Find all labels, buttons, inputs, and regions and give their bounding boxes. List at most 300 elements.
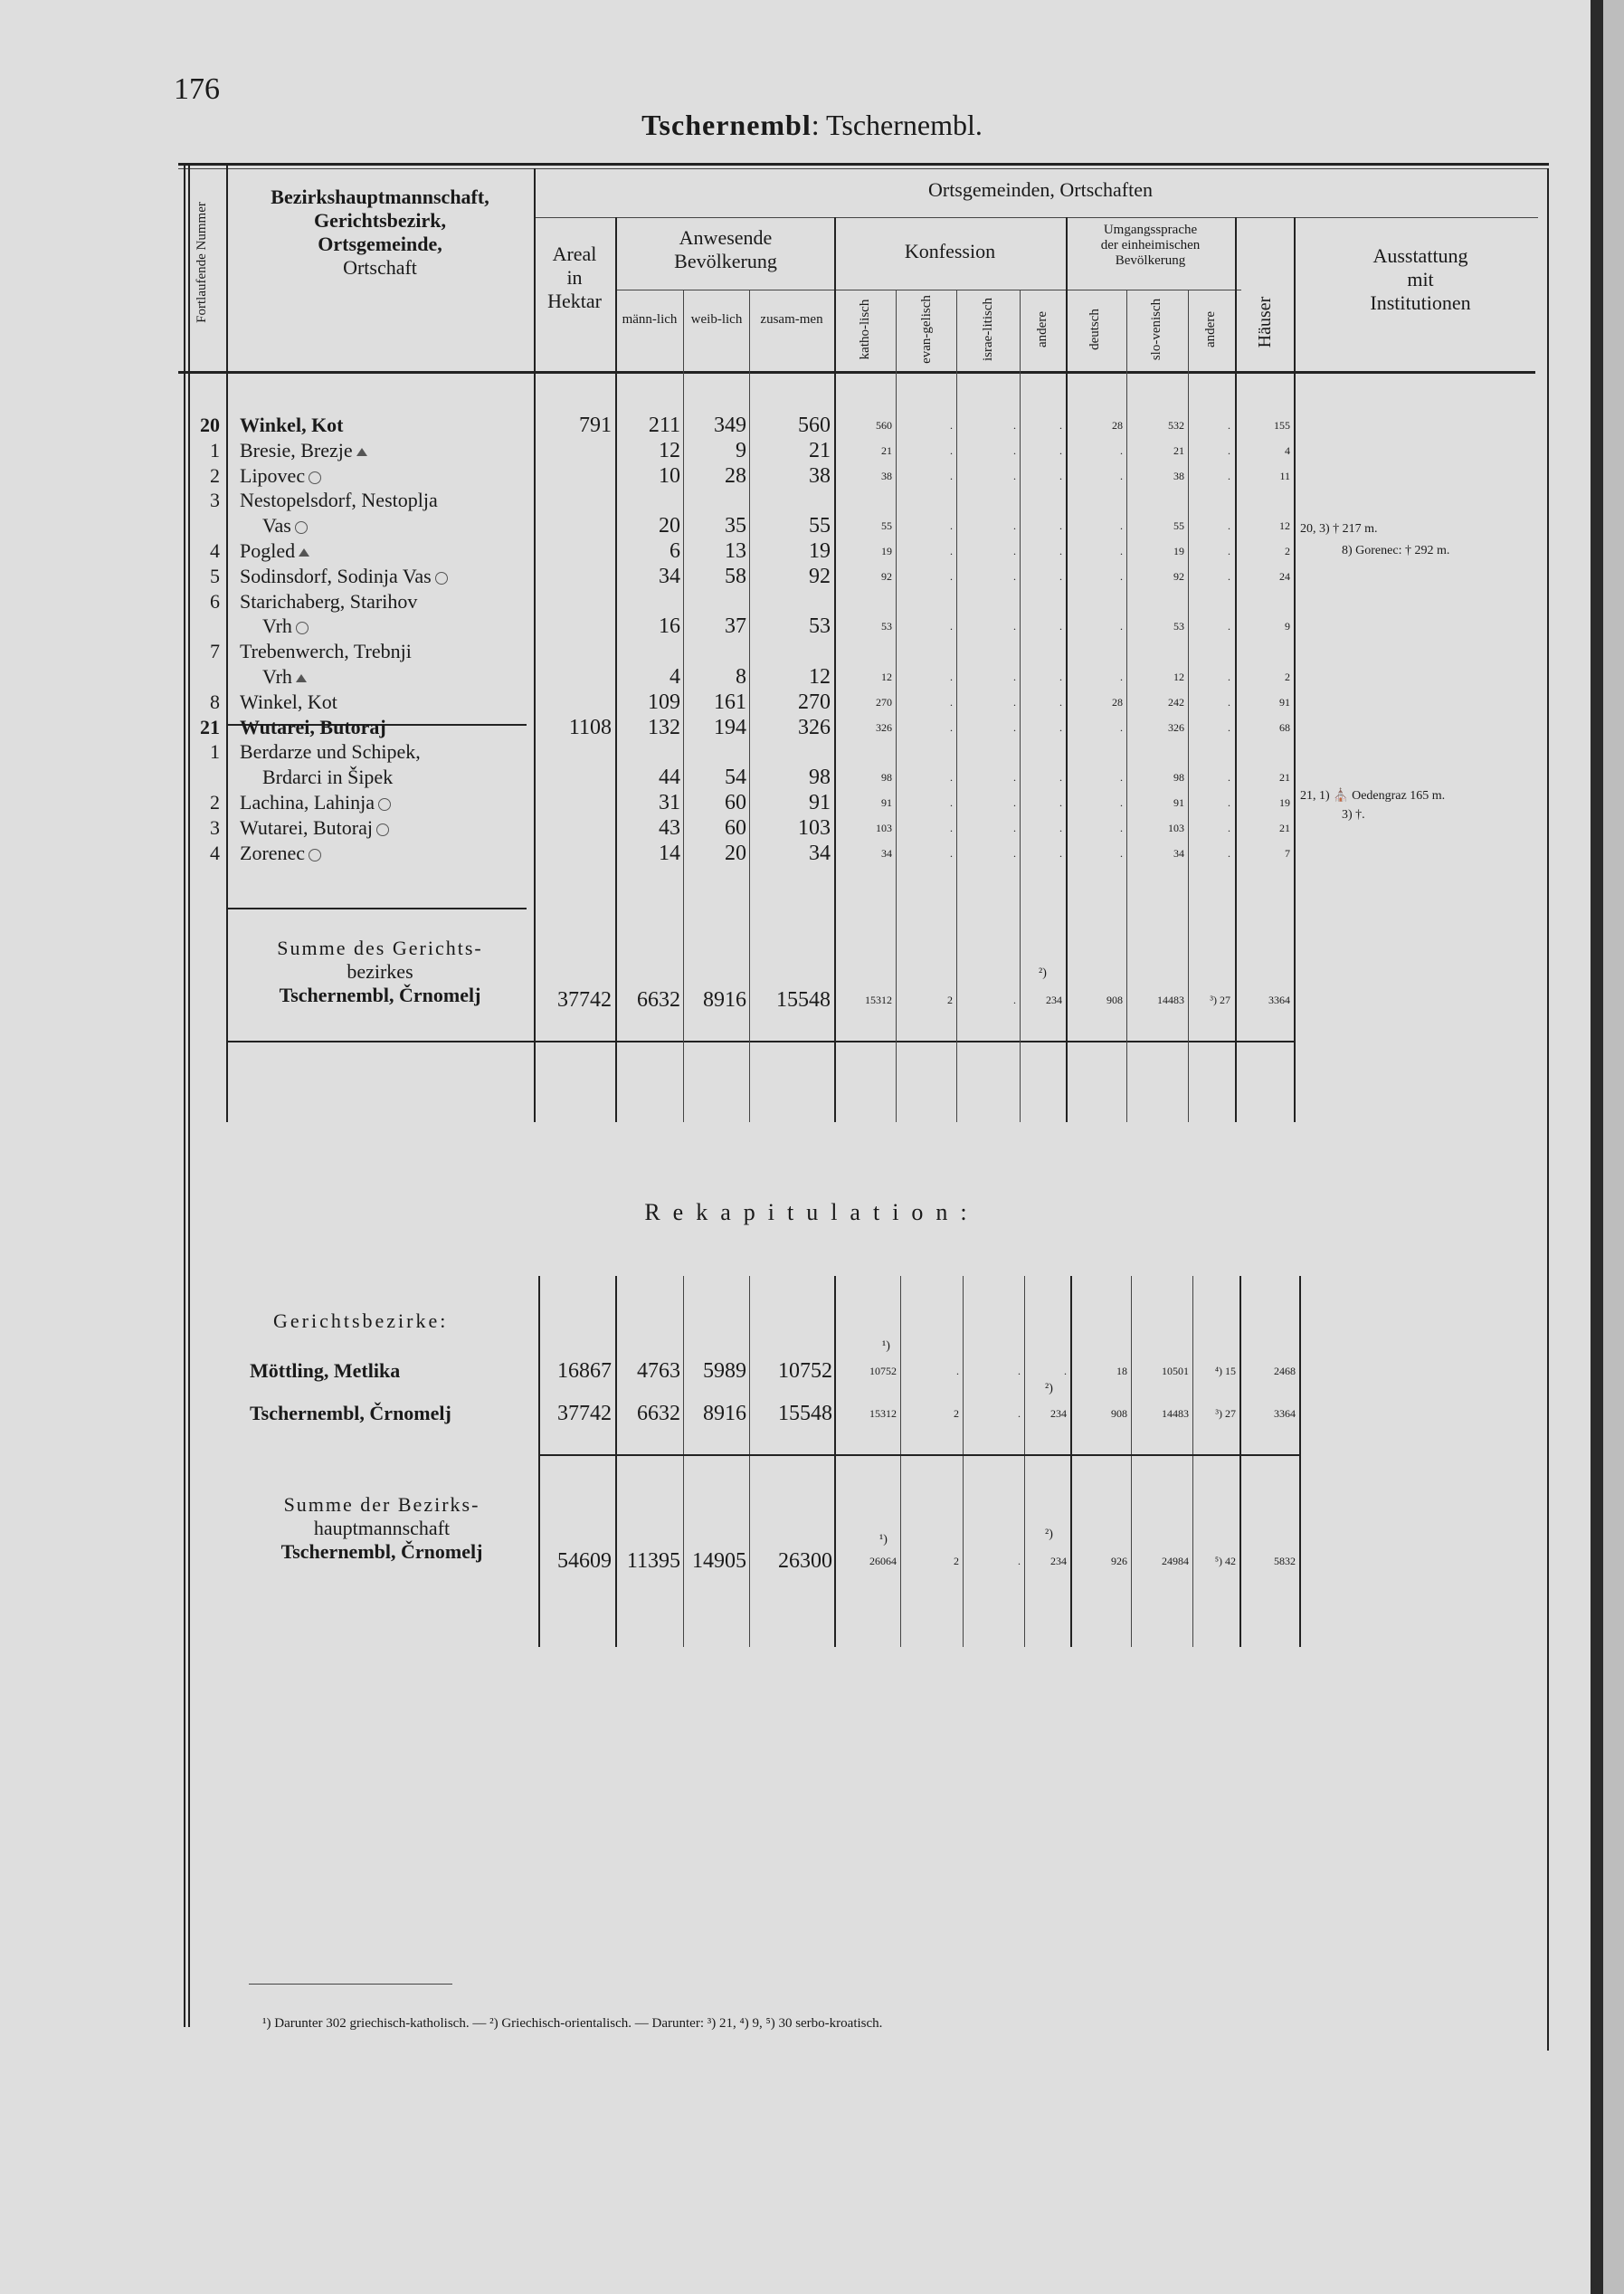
cell-m: 4 bbox=[670, 665, 680, 689]
summe-bezirk-line1: Summe des Gerichts- bbox=[277, 937, 483, 959]
bev-line2: Bevölkerung bbox=[674, 250, 777, 272]
cell-z: 53 bbox=[809, 614, 831, 639]
recap-total-line1: Summe der Bezirks- bbox=[283, 1493, 480, 1516]
remark-21a: 21, 1) ⛪ Oedengraz 165 m. bbox=[1300, 789, 1446, 803]
cell-isr: . bbox=[1013, 821, 1016, 834]
cell-kath: 38 bbox=[881, 469, 892, 482]
cell-h: 155 bbox=[1274, 419, 1290, 432]
cell-and: . bbox=[1059, 620, 1062, 633]
circle-symbol-icon bbox=[435, 572, 448, 585]
col-header-name bbox=[228, 186, 532, 280]
cell-m: 31 bbox=[659, 791, 680, 814]
cell-and: . bbox=[1059, 545, 1062, 557]
cell-isr: . bbox=[1013, 994, 1016, 1006]
cell-kath: 270 bbox=[876, 695, 892, 709]
cell-sand: ³) 27 bbox=[1215, 1407, 1236, 1420]
cell-slo: 242 bbox=[1168, 695, 1184, 709]
table-row bbox=[0, 590, 1624, 614]
cell-m: 211 bbox=[648, 414, 680, 437]
cell-isr: . bbox=[1013, 671, 1016, 683]
cell-sand: . bbox=[1228, 443, 1230, 457]
cell-areal: 1108 bbox=[568, 715, 612, 739]
cell-ev: . bbox=[950, 569, 953, 583]
cell-name: Wutarei, Butoraj bbox=[240, 816, 389, 840]
cell-de: . bbox=[1120, 569, 1123, 583]
cell-isr: . bbox=[1013, 469, 1016, 482]
table-row bbox=[0, 740, 1624, 764]
cell-w: 54 bbox=[725, 766, 746, 790]
cell-name: Lipovec bbox=[240, 464, 321, 488]
cell-h: 21 bbox=[1279, 821, 1290, 834]
col-header-name-line4: Ortschaft bbox=[343, 256, 417, 279]
cell-nr: 7 bbox=[210, 640, 220, 663]
col-header-nr: Fortlaufende Nummer bbox=[195, 202, 209, 323]
cell-w: 8 bbox=[736, 665, 746, 689]
table-row bbox=[0, 690, 1624, 714]
recap-total-kath-fn: ¹) bbox=[879, 1533, 888, 1547]
table-row bbox=[0, 842, 1624, 865]
bev-line1: Anwesende bbox=[679, 226, 773, 249]
cell-w: 194 bbox=[714, 715, 746, 739]
cell-m: 6632 bbox=[637, 988, 680, 1012]
recap-row bbox=[0, 1359, 1624, 1383]
cell-slo: 34 bbox=[1173, 846, 1184, 860]
cell-w: 28 bbox=[725, 463, 746, 488]
cell-ev: . bbox=[950, 720, 953, 734]
col-header-evangelisch: evan-gelisch bbox=[919, 295, 934, 364]
col-header-name-line2: Gerichtsbezirk, bbox=[313, 209, 447, 232]
cell-slo: 14483 bbox=[1162, 1407, 1189, 1420]
cell-areal: 37742 bbox=[557, 1402, 612, 1425]
cell-kath: 10752 bbox=[869, 1365, 897, 1377]
col-header-weiblich: weib-lich bbox=[690, 312, 743, 327]
cell-sand: ⁴) 15 bbox=[1214, 1365, 1236, 1377]
col-header-areal bbox=[534, 243, 615, 313]
cell-de: . bbox=[1120, 720, 1123, 734]
cell-kath: 326 bbox=[876, 720, 892, 734]
cell-nr: 20 bbox=[200, 414, 220, 436]
cell-m: 34 bbox=[659, 564, 680, 588]
col-header-zusammen: zusam-men bbox=[760, 312, 823, 327]
recap-label: Gerichtsbezirke: bbox=[273, 1309, 449, 1332]
cell-kath: 53 bbox=[881, 620, 892, 633]
cell-ev: . bbox=[950, 846, 953, 860]
cell-name: Pogled bbox=[240, 539, 309, 563]
cell-w: 8916 bbox=[703, 988, 746, 1012]
cell-nr: 5 bbox=[210, 564, 220, 587]
cell-ev: 2 bbox=[954, 1555, 959, 1567]
footnote: ¹) Darunter 302 griechisch-katholisch. — ²) Griechisch-orientalisch. — Darunter: ³) 21, ⁴) 9, ⁵) 30 serbo-kroatisch. bbox=[262, 2016, 883, 2031]
cell-and: . bbox=[1059, 419, 1062, 432]
cell-de: . bbox=[1120, 796, 1123, 809]
cell-sand: . bbox=[1228, 545, 1230, 557]
cell-h: 68 bbox=[1279, 720, 1290, 734]
col-header-katholisch: katho-lisch bbox=[858, 299, 872, 360]
sprache-line3: Bevölkerung bbox=[1115, 253, 1186, 268]
cell-kath: 12 bbox=[881, 671, 892, 683]
recap-cell-name: Tschernembl, Črnomelj bbox=[250, 1402, 451, 1424]
cell-slo: 98 bbox=[1173, 771, 1184, 785]
cell-name: Vrh bbox=[262, 665, 307, 689]
cell-kath: 19 bbox=[881, 545, 892, 557]
cell-slo: 24984 bbox=[1162, 1555, 1189, 1567]
cell-areal: 37742 bbox=[557, 988, 612, 1012]
cell-m: 4763 bbox=[637, 1359, 680, 1383]
cell-kath: 15312 bbox=[869, 1407, 897, 1420]
cell-kath: 103 bbox=[876, 821, 892, 834]
cell-and: . bbox=[1059, 443, 1062, 457]
recap-total-values bbox=[0, 1549, 1624, 1573]
cell-name: Wutarei, Butoraj bbox=[240, 715, 386, 738]
recap-row2-andere-fn: ²) bbox=[1045, 1382, 1053, 1395]
cell-de: 926 bbox=[1111, 1555, 1127, 1567]
cell-w: 58 bbox=[725, 564, 746, 588]
sprache-line1: Umgangssprache bbox=[1103, 223, 1198, 237]
cell-kath: 34 bbox=[881, 846, 892, 860]
cell-sand: . bbox=[1228, 720, 1230, 734]
cell-de: 28 bbox=[1112, 695, 1123, 709]
cell-nr: 4 bbox=[210, 539, 220, 562]
cell-w: 13 bbox=[725, 539, 746, 563]
running-head-bold: Tschernembl bbox=[641, 109, 812, 141]
recap-row bbox=[0, 1402, 1624, 1425]
cell-ev: . bbox=[950, 671, 953, 683]
cell-name: Brdarci in Šipek bbox=[262, 766, 394, 789]
triangle-symbol-icon bbox=[356, 448, 367, 456]
cell-sand: . bbox=[1228, 419, 1230, 432]
cell-sand: . bbox=[1228, 771, 1230, 785]
cell-h: 9 bbox=[1285, 620, 1290, 633]
cell-m: 6632 bbox=[637, 1402, 680, 1425]
cell-sand: . bbox=[1228, 821, 1230, 834]
cell-w: 20 bbox=[725, 841, 746, 865]
remark-21b: 3) †. bbox=[1342, 808, 1365, 822]
cell-m: 43 bbox=[659, 815, 680, 840]
cell-kath: 55 bbox=[881, 519, 892, 533]
cell-ev: 2 bbox=[954, 1407, 959, 1420]
cell-and: . bbox=[1059, 671, 1062, 683]
cell-ev: . bbox=[950, 469, 953, 482]
cell-z: 10752 bbox=[778, 1359, 832, 1383]
cell-m: 11395 bbox=[626, 1549, 680, 1573]
cell-isr: . bbox=[1013, 519, 1016, 533]
cell-z: 326 bbox=[798, 715, 831, 739]
col-header-deutsch: deutsch bbox=[1087, 309, 1102, 350]
cell-name: Trebenwerch, Trebnji bbox=[240, 640, 412, 663]
cell-z: 12 bbox=[809, 665, 831, 689]
cell-ev: . bbox=[956, 1365, 959, 1377]
cell-areal: 16867 bbox=[557, 1359, 612, 1383]
cell-z: 19 bbox=[809, 539, 831, 563]
cell-and: . bbox=[1059, 569, 1062, 583]
cell-w: 9 bbox=[736, 438, 746, 462]
cell-m: 12 bbox=[659, 438, 680, 462]
recap-total-andere-fn: ²) bbox=[1045, 1528, 1053, 1541]
table-row bbox=[0, 464, 1624, 488]
cell-isr: . bbox=[1013, 796, 1016, 809]
cell-name: Starichaberg, Starihov bbox=[240, 589, 418, 613]
cell-and: . bbox=[1059, 469, 1062, 482]
circle-symbol-icon bbox=[378, 798, 391, 811]
col-header-konfession: Konfession bbox=[904, 240, 996, 262]
cell-w: 161 bbox=[714, 690, 746, 714]
cell-slo: 92 bbox=[1173, 569, 1184, 583]
circle-symbol-icon bbox=[295, 521, 308, 534]
cell-nr: 8 bbox=[210, 690, 220, 713]
table-row bbox=[0, 514, 1624, 538]
cell-de: . bbox=[1120, 821, 1123, 834]
cell-h: 12 bbox=[1279, 519, 1290, 533]
cell-isr: . bbox=[1018, 1555, 1021, 1567]
areal-line1: Areal bbox=[552, 243, 597, 265]
cell-m: 14 bbox=[659, 841, 680, 865]
cell-kath: 15312 bbox=[865, 994, 892, 1006]
cell-slo: 326 bbox=[1168, 720, 1184, 734]
cell-de: . bbox=[1120, 519, 1123, 533]
cell-z: 55 bbox=[809, 514, 831, 538]
col-header-name-line1: Bezirkshauptmannschaft, bbox=[271, 186, 489, 208]
cell-h: 2468 bbox=[1274, 1365, 1296, 1377]
cell-and: . bbox=[1059, 796, 1062, 809]
cell-ev: . bbox=[950, 419, 953, 432]
cell-isr: . bbox=[1013, 419, 1016, 432]
cell-ev: . bbox=[950, 519, 953, 533]
cell-isr: . bbox=[1013, 771, 1016, 785]
cell-de: 18 bbox=[1116, 1365, 1127, 1377]
cell-de: 28 bbox=[1112, 419, 1123, 432]
running-head-rest: Tschernembl. bbox=[826, 109, 983, 141]
cell-h: 5832 bbox=[1274, 1555, 1296, 1567]
table-row bbox=[0, 414, 1624, 437]
table-row bbox=[0, 614, 1624, 638]
remark-20b: 8) Gorenec: † 292 m. bbox=[1342, 544, 1450, 557]
cell-h: 3364 bbox=[1274, 1407, 1296, 1420]
cell-nr: 1 bbox=[210, 740, 220, 764]
cell-and: . bbox=[1059, 720, 1062, 734]
col-header-slovenisch: slo-venisch bbox=[1149, 298, 1163, 361]
cell-name: Bresie, Brezje bbox=[240, 439, 367, 462]
cell-ev: . bbox=[950, 695, 953, 709]
cell-nr: 2 bbox=[210, 791, 220, 814]
summe-bezirk-andere-fn: ²) bbox=[1039, 966, 1047, 980]
col-header-sprache bbox=[1066, 223, 1235, 269]
col-header-name-line3: Ortsgemeinde, bbox=[318, 233, 442, 255]
cell-h: 19 bbox=[1279, 796, 1290, 809]
table-row bbox=[0, 665, 1624, 689]
cell-z: 270 bbox=[798, 690, 831, 714]
cell-m: 6 bbox=[670, 539, 680, 563]
cell-m: 16 bbox=[659, 614, 680, 639]
cell-w: 37 bbox=[725, 614, 746, 639]
cell-sand: ³) 27 bbox=[1210, 994, 1230, 1006]
cell-nr: 3 bbox=[210, 489, 220, 512]
summe-bezirk-values bbox=[0, 988, 1624, 1012]
cell-isr: . bbox=[1013, 720, 1016, 734]
cell-nr: 6 bbox=[210, 589, 220, 613]
cell-isr: . bbox=[1013, 620, 1016, 633]
cell-de: . bbox=[1120, 620, 1123, 633]
cell-ev: . bbox=[950, 545, 953, 557]
cell-and: . bbox=[1064, 1365, 1067, 1377]
triangle-symbol-icon bbox=[299, 548, 309, 557]
page-edge bbox=[1591, 0, 1603, 2294]
cell-de: . bbox=[1120, 469, 1123, 482]
cell-de: . bbox=[1120, 671, 1123, 683]
col-header-maennlich: männ-lich bbox=[622, 312, 678, 327]
circle-symbol-icon bbox=[376, 823, 389, 836]
col-header-ausstattung bbox=[1294, 244, 1547, 315]
table-row bbox=[0, 640, 1624, 663]
summe-bezirk-line3: Tschernembl, Črnomelj bbox=[279, 984, 481, 1006]
cell-isr: . bbox=[1013, 846, 1016, 860]
cell-h: 91 bbox=[1279, 695, 1290, 709]
cell-sand: . bbox=[1228, 569, 1230, 583]
cell-m: 109 bbox=[648, 690, 680, 714]
remark-20a: 20, 3) † 217 m. bbox=[1300, 522, 1378, 536]
cell-areal: 791 bbox=[579, 414, 612, 437]
cell-nr: 1 bbox=[210, 438, 220, 462]
cell-sand: . bbox=[1228, 796, 1230, 809]
cell-slo: 53 bbox=[1173, 620, 1184, 633]
cell-areal: 54609 bbox=[557, 1549, 612, 1573]
cell-sand: . bbox=[1228, 695, 1230, 709]
cell-w: 35 bbox=[725, 514, 746, 538]
cell-slo: 55 bbox=[1173, 519, 1184, 533]
cell-w: 8916 bbox=[703, 1402, 746, 1425]
cell-sand: . bbox=[1228, 620, 1230, 633]
recap-total-line2: hauptmannschaft bbox=[313, 1517, 451, 1539]
cell-h: 21 bbox=[1279, 771, 1290, 785]
cell-isr: . bbox=[1018, 1407, 1021, 1420]
cell-w: 349 bbox=[714, 414, 746, 437]
cell-isr: . bbox=[1013, 443, 1016, 457]
cell-isr: . bbox=[1013, 545, 1016, 557]
cell-z: 91 bbox=[809, 791, 831, 814]
col-header-israelitisch: israe-litisch bbox=[981, 298, 995, 361]
page-edge-margin bbox=[1603, 0, 1624, 2294]
cell-name: Winkel, Kot bbox=[240, 414, 344, 436]
cell-de: 908 bbox=[1106, 994, 1123, 1006]
cell-nr: 4 bbox=[210, 841, 220, 864]
ausst-line3: Institutionen bbox=[1370, 291, 1471, 314]
cell-and: 234 bbox=[1050, 1407, 1067, 1420]
cell-name: Sodinsdorf, Sodinja Vas bbox=[240, 565, 448, 588]
cell-kath: 98 bbox=[881, 771, 892, 785]
cell-slo: 532 bbox=[1168, 419, 1184, 432]
circle-symbol-icon bbox=[309, 849, 321, 861]
cell-and: . bbox=[1059, 695, 1062, 709]
circle-symbol-icon bbox=[296, 622, 309, 634]
cell-w: 60 bbox=[725, 815, 746, 840]
cell-m: 20 bbox=[659, 514, 680, 538]
sprache-line2: der einheimischen bbox=[1100, 238, 1201, 252]
cell-m: 10 bbox=[659, 463, 680, 488]
cell-h: 2 bbox=[1285, 671, 1290, 683]
cell-slo: 38 bbox=[1173, 469, 1184, 482]
cell-kath: 91 bbox=[881, 796, 892, 809]
triangle-symbol-icon bbox=[296, 674, 307, 682]
cell-w: 14905 bbox=[692, 1549, 746, 1573]
cell-and: 234 bbox=[1050, 1555, 1067, 1567]
cell-z: 21 bbox=[809, 438, 831, 462]
recap-row1-kath-fn: ¹) bbox=[882, 1339, 890, 1353]
cell-name: Nestopelsdorf, Nestoplja bbox=[240, 489, 438, 512]
cell-h: 2 bbox=[1285, 545, 1290, 557]
cell-name: Vrh bbox=[262, 614, 309, 638]
cell-h: 24 bbox=[1279, 569, 1290, 583]
cell-nr: 2 bbox=[210, 463, 220, 487]
areal-line3: Hektar bbox=[547, 290, 602, 312]
circle-symbol-icon bbox=[309, 471, 321, 484]
cell-slo: 19 bbox=[1173, 545, 1184, 557]
cell-ev: 2 bbox=[947, 994, 953, 1006]
cell-sand: . bbox=[1228, 846, 1230, 860]
cell-z: 15548 bbox=[776, 988, 831, 1012]
cell-ev: . bbox=[950, 796, 953, 809]
cell-slo: 21 bbox=[1173, 443, 1184, 457]
running-head-sep: : bbox=[811, 109, 820, 141]
table-row bbox=[0, 716, 1624, 739]
running-head bbox=[0, 109, 1624, 142]
cell-z: 15548 bbox=[778, 1402, 832, 1425]
cell-slo: 91 bbox=[1173, 796, 1184, 809]
cell-isr: . bbox=[1013, 569, 1016, 583]
page-number: 176 bbox=[174, 72, 220, 106]
cell-name: Winkel, Kot bbox=[240, 690, 337, 713]
cell-name: Zorenec bbox=[240, 842, 321, 865]
col-header-haeuser: Häuser bbox=[1255, 296, 1275, 348]
cell-sand: ⁵) 42 bbox=[1214, 1555, 1236, 1567]
cell-nr: 21 bbox=[200, 715, 220, 738]
table-row bbox=[0, 766, 1624, 789]
cell-m: 44 bbox=[659, 766, 680, 790]
cell-h: 3364 bbox=[1268, 994, 1290, 1006]
cell-z: 26300 bbox=[778, 1549, 832, 1573]
cell-z: 38 bbox=[809, 463, 831, 488]
table-row bbox=[0, 565, 1624, 588]
cell-slo: 14483 bbox=[1157, 994, 1184, 1006]
cell-z: 560 bbox=[798, 414, 831, 437]
cell-m: 132 bbox=[648, 715, 680, 739]
cell-and: . bbox=[1059, 771, 1062, 785]
cell-z: 103 bbox=[798, 815, 831, 840]
cell-isr: . bbox=[1018, 1365, 1021, 1377]
cell-kath: 21 bbox=[881, 443, 892, 457]
cell-de: . bbox=[1120, 545, 1123, 557]
cell-w: 60 bbox=[725, 791, 746, 814]
cell-kath: 92 bbox=[881, 569, 892, 583]
col-header-sprache-andere: andere bbox=[1203, 311, 1218, 347]
table-row bbox=[0, 439, 1624, 462]
cell-name: Berdarze und Schipek, bbox=[240, 740, 421, 764]
cell-ev: . bbox=[950, 443, 953, 457]
cell-de: . bbox=[1120, 443, 1123, 457]
cell-sand: . bbox=[1228, 671, 1230, 683]
cell-ev: . bbox=[950, 771, 953, 785]
cell-slo: 103 bbox=[1168, 821, 1184, 834]
cell-name: Lachina, Lahinja bbox=[240, 791, 391, 814]
cell-and: . bbox=[1059, 846, 1062, 860]
ausst-line2: mit bbox=[1407, 268, 1434, 290]
table-row bbox=[0, 816, 1624, 840]
cell-nr: 3 bbox=[210, 815, 220, 839]
cell-z: 92 bbox=[809, 564, 831, 588]
cell-kath: 560 bbox=[876, 419, 892, 432]
cell-de: . bbox=[1120, 771, 1123, 785]
cell-ev: . bbox=[950, 620, 953, 633]
cell-de: 908 bbox=[1111, 1407, 1127, 1420]
cell-and: 234 bbox=[1046, 994, 1062, 1006]
